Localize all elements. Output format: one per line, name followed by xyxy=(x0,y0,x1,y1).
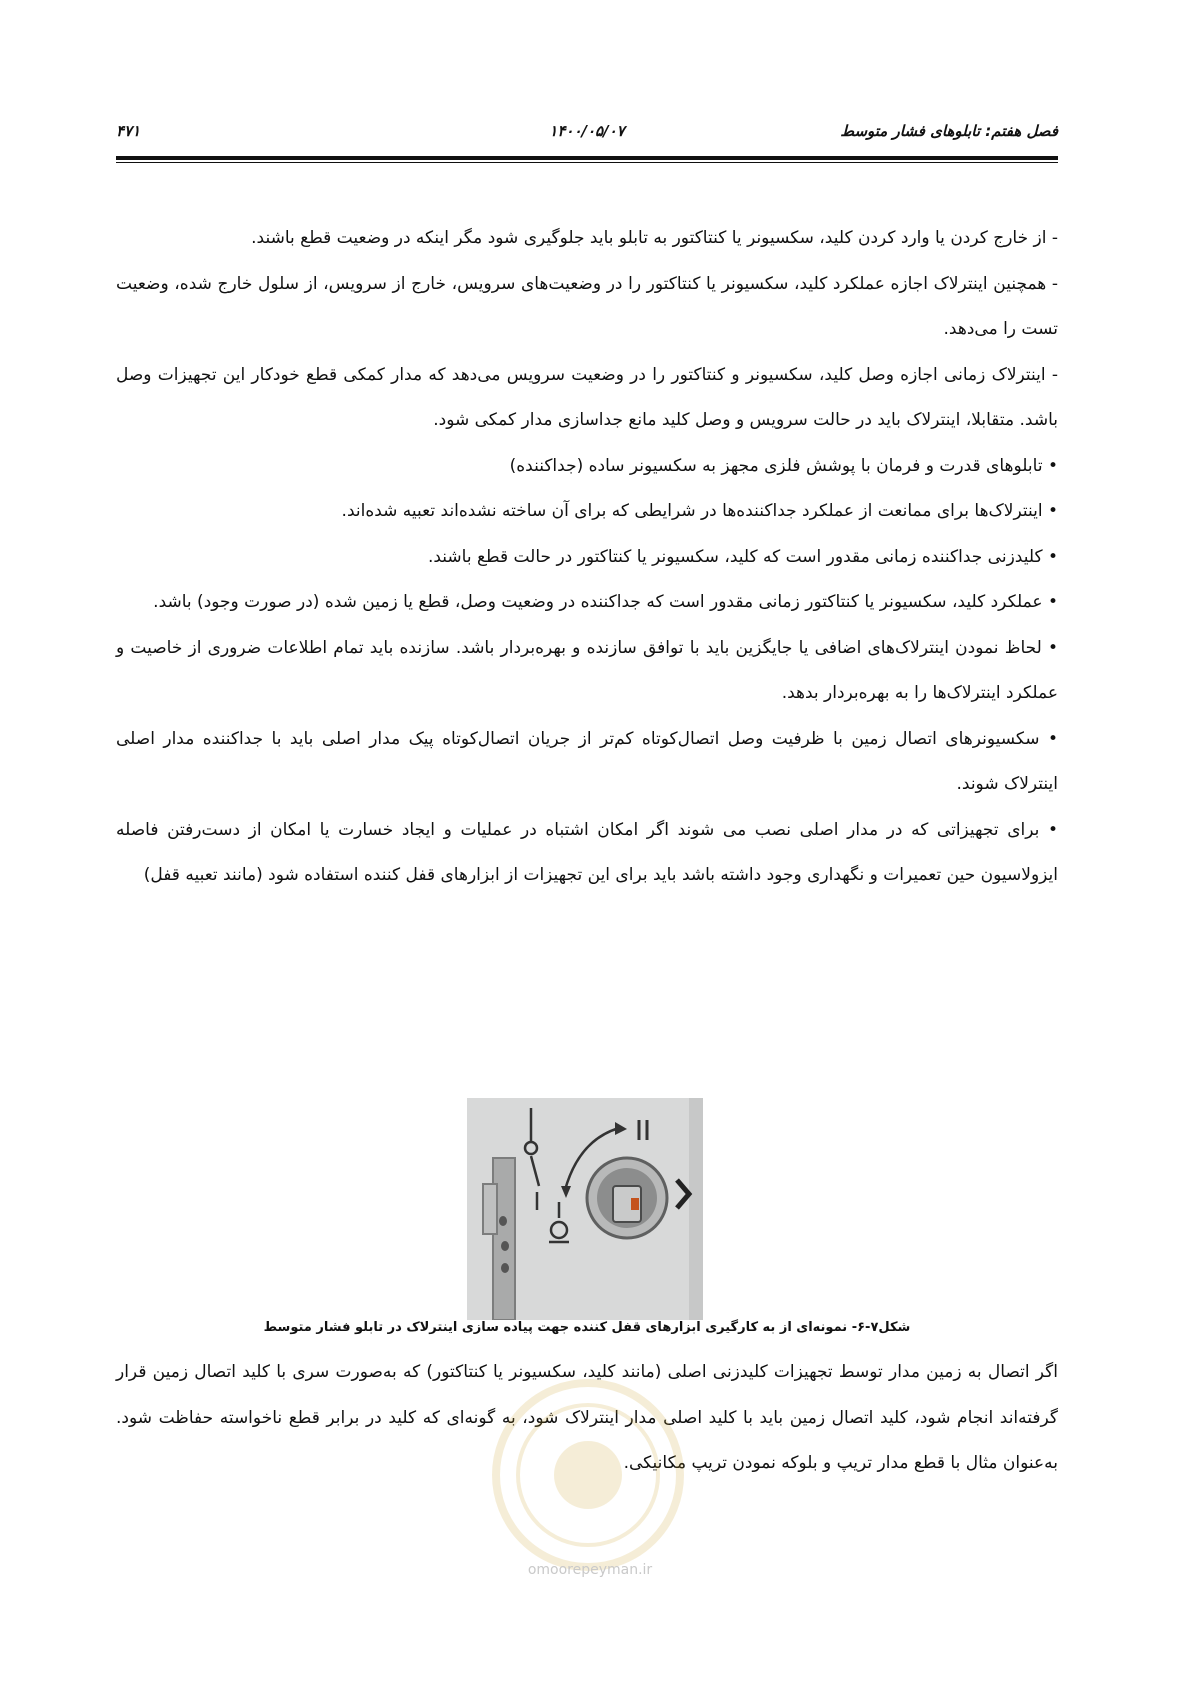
bullet-item-1: • تابلوهای قدرت و فرمان با پوشش فلزی مجهز به سکسیونر ساده (جداکننده) xyxy=(116,444,1058,490)
page-header xyxy=(116,122,1058,152)
main-text xyxy=(116,216,1058,899)
watermark-seal-icon xyxy=(488,1375,688,1575)
paragraph-dash-1: - از خارج کردن یا وارد کردن کلید، سکسیونر یا کنتاکتور به تابلو باید جلوگیری شود مگر اینکه در وضعیت قطع باشند. xyxy=(251,228,1058,248)
bullet-item-2: • اینترلاک‌ها برای ممانعت از عملکرد جداکننده‌ها در شرایطی که برای آن ساخته نشده‌اند تعبیه شده‌اند. xyxy=(116,489,1058,535)
bullet-item-3: • کلیدزنی جداکننده زمانی مقدور است که کلید، سکسیونر یا کنتاکتور در حالت قطع باشند. xyxy=(116,535,1058,581)
paragraph-dash-2: - همچنین اینترلاک اجازه عملکرد کلید، سکسیونر یا کنتاکتور را در وضعیت‌های سرویس، خارج از سرویس، از سلول خارج شده، وضعیت تست را می‌دهد. xyxy=(116,273,1058,339)
closing-paragraph: اگر اتصال به زمین مدار توسط تجهیزات کلیدزنی اصلی (مانند کلید، سکسیونر یا کنتاکتور) که به‌صورت سری با کلید اتصال زمین قرار گرفته‌اند انجام شود، کلید اتصال زمین باید با کلید اصلی مدار اینترلاک شود، به گونه‌ای که کلید در برابر قطع ناخواسته حفاظت شود. به‌عنوان مثال با قطع مدار تریپ و بلوکه نمودن تریپ مکانیکی. xyxy=(116,1362,1058,1473)
page-number: ۴۷۱ xyxy=(116,122,141,140)
header-rule-thick xyxy=(116,156,1058,160)
figure-caption: شکل۷-۶- نمونه‌ای از به کارگیری ابزارهای قفل کننده جهت پیاده سازی اینترلاک در تابلو فشار متوسط xyxy=(263,1320,911,1335)
bullet-item-7: • برای تجهیزاتی که در مدار اصلی نصب می شوند اگر امکان اشتباه در عملیات و ایجاد خسارت یا امکان از دست‌رفتن فاصله ایزولاسیون حین تعمیرات و نگهداری وجود داشته باشد باید برای این تجهیزات از ابزارهای قفل کننده استفاده شود (مانند تعبیه قفل) xyxy=(116,808,1058,899)
bullet-item-4: • عملکرد کلید، سکسیونر یا کنتاکتور زمانی مقدور است که جداکننده در وضعیت وصل، قطع یا زمین شده (در صورت وجود) باشد. xyxy=(116,580,1058,626)
bullet-item-5: • لحاظ نمودن اینترلاک‌های اضافی یا جایگزین باید با توافق سازنده و بهره‌بردار باشد. سازنده باید تمام اطلاعات ضروری از خاصیت و عملکرد اینترلاک‌ها را به بهره‌بردار بدهد. xyxy=(116,626,1058,717)
bullet-item-6: • سکسیونرهای اتصال زمین با ظرفیت وصل اتصال‌کوتاه کم‌تر از جریان اتصال‌کوتاه پیک مدار اصلی باید با جداکننده مدار اصلی اینترلاک شوند. xyxy=(116,717,1058,808)
chapter-title: فصل هفتم: تابلوهای فشار متوسط xyxy=(840,122,1058,140)
header-rule-thin xyxy=(116,162,1058,163)
watermark-url: omoorepeyman.ir xyxy=(527,1562,653,1578)
lock-device-illustration xyxy=(467,1098,703,1320)
interlock-lock-photo xyxy=(467,1098,703,1320)
header-date: ۱۴۰۰/۰۵/۰۷ xyxy=(549,122,625,140)
paragraph-dash-3: - اینترلاک زمانی اجازه وصل کلید، سکسیونر و کنتاکتور را در وضعیت سرویس می‌دهد که مدار کمکی قطع خودکار این تجهیزات وصل باشد. متقابلا، اینترلاک باید در حالت سرویس و وصل کلید مانع جداسازی مدار کمکی شود. xyxy=(116,364,1058,430)
